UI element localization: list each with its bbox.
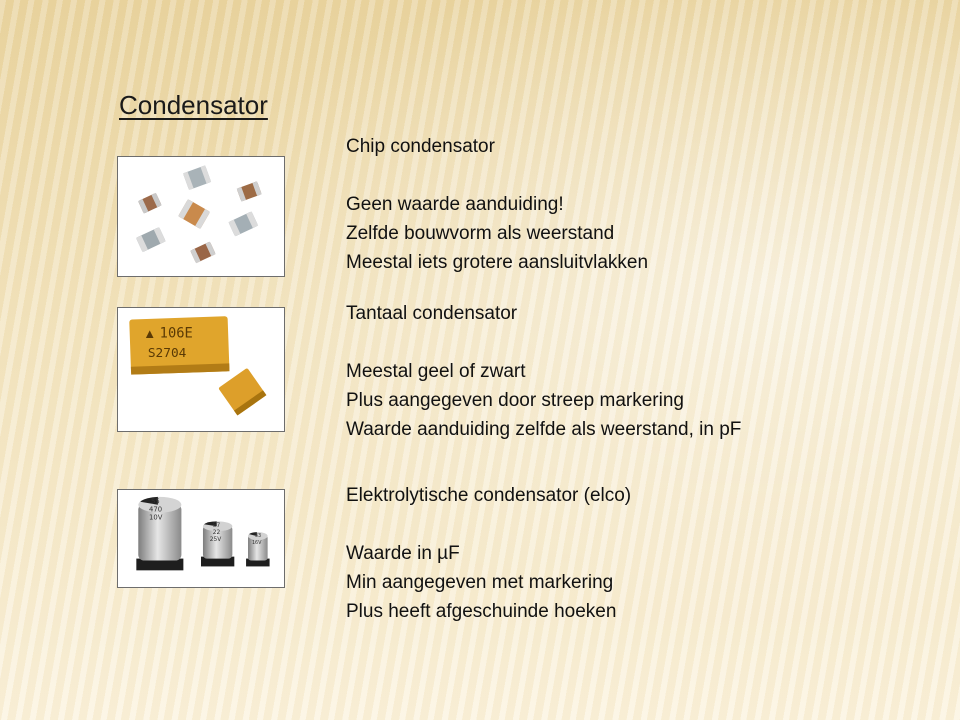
section-line: Meestal geel of zwart	[346, 361, 526, 382]
elco-small-component	[246, 532, 270, 566]
section-elektrolytische-condensator	[346, 481, 631, 626]
elco-mid-component	[201, 521, 234, 566]
section-line: Geen waarde aanduiding!	[346, 194, 564, 215]
chip-capacitor-illustration	[118, 157, 284, 276]
elco-big-marking-2: 470	[149, 505, 163, 514]
section-line: Plus aangegeven door streep markering	[346, 390, 684, 411]
tantalum-capacitor-illustration	[118, 308, 284, 431]
elco-small-marking-1: 33	[254, 533, 262, 540]
section-line: Waarde in µF	[346, 543, 460, 564]
elco-mid-marking-2: 22	[212, 530, 221, 537]
elco-mid-marking-3: 25V	[209, 536, 222, 543]
chip-component	[190, 242, 215, 264]
section-chip-condensator	[346, 132, 648, 277]
svg-text:▲: ▲	[145, 326, 154, 342]
chip-component	[178, 199, 210, 229]
elco-big-marking-3: 10V	[149, 513, 163, 522]
elco-big-marking-1: 55	[151, 497, 160, 506]
electrolytic-capacitor-photo	[117, 489, 285, 588]
section-line: Zelfde bouwvorm als weerstand	[346, 223, 615, 244]
tantalum-capacitor-photo	[117, 307, 285, 432]
section-tantaal-condensator	[346, 299, 741, 444]
slide-title: Condensator	[119, 90, 268, 120]
tantalum-marking-top: 106E	[159, 325, 193, 342]
tantalum-marking-bottom: S2704	[147, 346, 187, 362]
electrolytic-capacitor-illustration	[118, 490, 284, 587]
chip-capacitor-photo	[117, 156, 285, 277]
chip-component	[136, 227, 166, 252]
section-line: Min aangegeven met markering	[346, 572, 614, 593]
section-heading: Elektrolytische condensator (elco)	[346, 485, 632, 506]
chip-component	[138, 193, 162, 214]
section-line: Waarde aanduiding zelfde als weerstand, in pF	[346, 419, 742, 440]
section-heading: Tantaal condensator	[346, 303, 518, 324]
chip-component	[183, 165, 211, 190]
tantalum-big-component	[129, 316, 229, 375]
section-line: Meestal iets grotere aansluitvlakken	[346, 252, 649, 273]
elco-big-component	[136, 497, 183, 570]
section-heading: Chip condensator	[346, 136, 495, 157]
tantalum-small-component	[218, 368, 266, 416]
chip-component	[228, 211, 258, 236]
chip-component	[237, 181, 262, 201]
elco-small-marking-2: 16V	[251, 539, 262, 546]
elco-mid-marking-1: 57	[212, 523, 221, 530]
section-line: Plus heeft afgeschuinde hoeken	[346, 601, 617, 622]
